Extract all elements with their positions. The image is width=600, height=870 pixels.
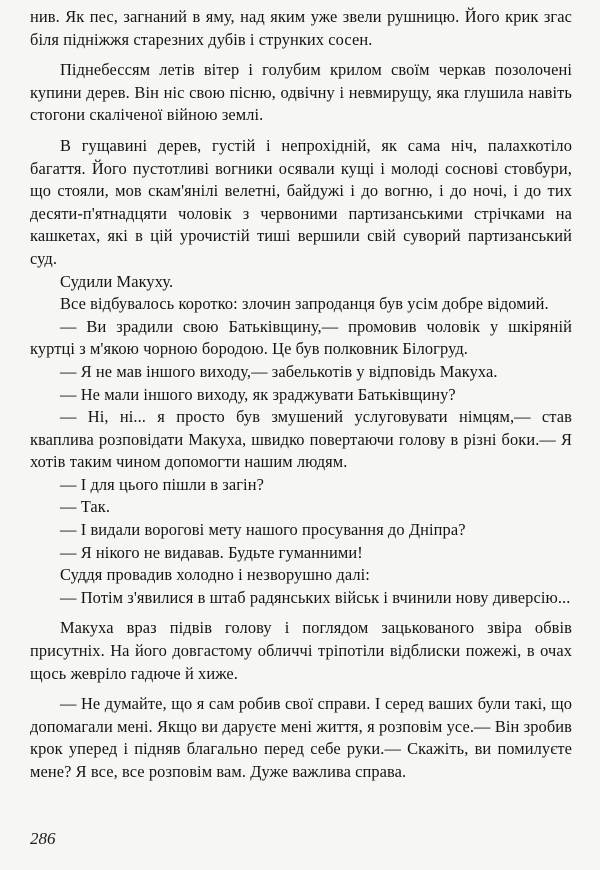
paragraph-5: Все відбувалось коротко: злочин запроданця був усім добре відомий. xyxy=(60,294,549,314)
paragraph-6: — Ви зрадили свою Батьківщину,— промовив чоловік у шкіряній куртці з м'якою чорною бородою. Це був полковник Білогруд. xyxy=(30,316,572,359)
page-number: 286 xyxy=(30,829,56,848)
paragraph-15: — Потім з'явилися в штаб радянських військ і вчинили нову диверсію... xyxy=(60,587,571,607)
paragraph-11: — Так. xyxy=(60,497,111,517)
book-page xyxy=(30,0,572,870)
page-body xyxy=(30,6,572,784)
paragraph-10: — І для цього пішли в загін? xyxy=(60,474,264,494)
paragraph-7: — Я не мав іншого виходу,— забелькотів у відповідь Макуха. xyxy=(60,361,498,381)
paragraph-8: — Не мали іншого виходу, як зраджувати Батьківщину? xyxy=(60,384,456,404)
paragraph-12: — І видали ворогові мету нашого просування до Дніпра? xyxy=(60,520,466,540)
paragraph-14: Суддя провадив холодно і незворушно далі: xyxy=(60,565,370,585)
paragraph-16: Макуха враз підвів голову і поглядом зацькованого звіра обвів присутніх. На його довгастому обличчі тріпотіли відблиски пожежі, в очах щось жевріло гадюче й хиже. xyxy=(30,618,572,683)
paragraph-17: — Не думайте, що я сам робив свої справи. І серед ваших були такі, що допомагали мені. Якщо ви даруєте мені життя, я розповім усе.— Він зробив крок уперед і підняв благально перед себе руки.— Скажіть, ви помилуєте мене? Я все, все розповім вам. Дуже важлива справа. xyxy=(30,694,572,781)
paragraph-9: — Ні, ні... я просто був змушений услуговувати німцям,— став кваплива розповідати Макуха, швидко повертаючи голову в різні боки.— Я хотів таким чином допомогти нашим людям. xyxy=(30,407,572,472)
paragraph-4: Судили Макуху. xyxy=(60,271,174,291)
paragraph-2: Піднебессям летів вітер і голубим крилом своїм черкав позолочені купини дерев. Він ніс свою пісню, одвічну і невмирущу, яка глушила навіть стогони скаліченої війною землі. xyxy=(30,60,572,125)
paragraph-13: — Я нікого не видавав. Будьте гуманними! xyxy=(60,542,363,562)
paragraph-1: нив. Як пес, загнаний в яму, над яким уже звели рушницю. Його крик згас біля підніжжя старезних дубів і струнких сосен. xyxy=(30,7,572,49)
paragraph-3: В гущавині дерев, густій і непрохідній, як сама ніч, палахкотіло багаття. Його пустотливі вогники осявали кущі і молоді соснові стовбури, що стояли, мов скам'янілі велетні, байдужі і до вогню, і до ночі, і до тих десяти-п'ятнадцяти чоловік з червоними партизанськими стрічками на кашкетах, які в цій урочистій тиші вершили свій суворий партизанський суд. xyxy=(30,135,572,268)
